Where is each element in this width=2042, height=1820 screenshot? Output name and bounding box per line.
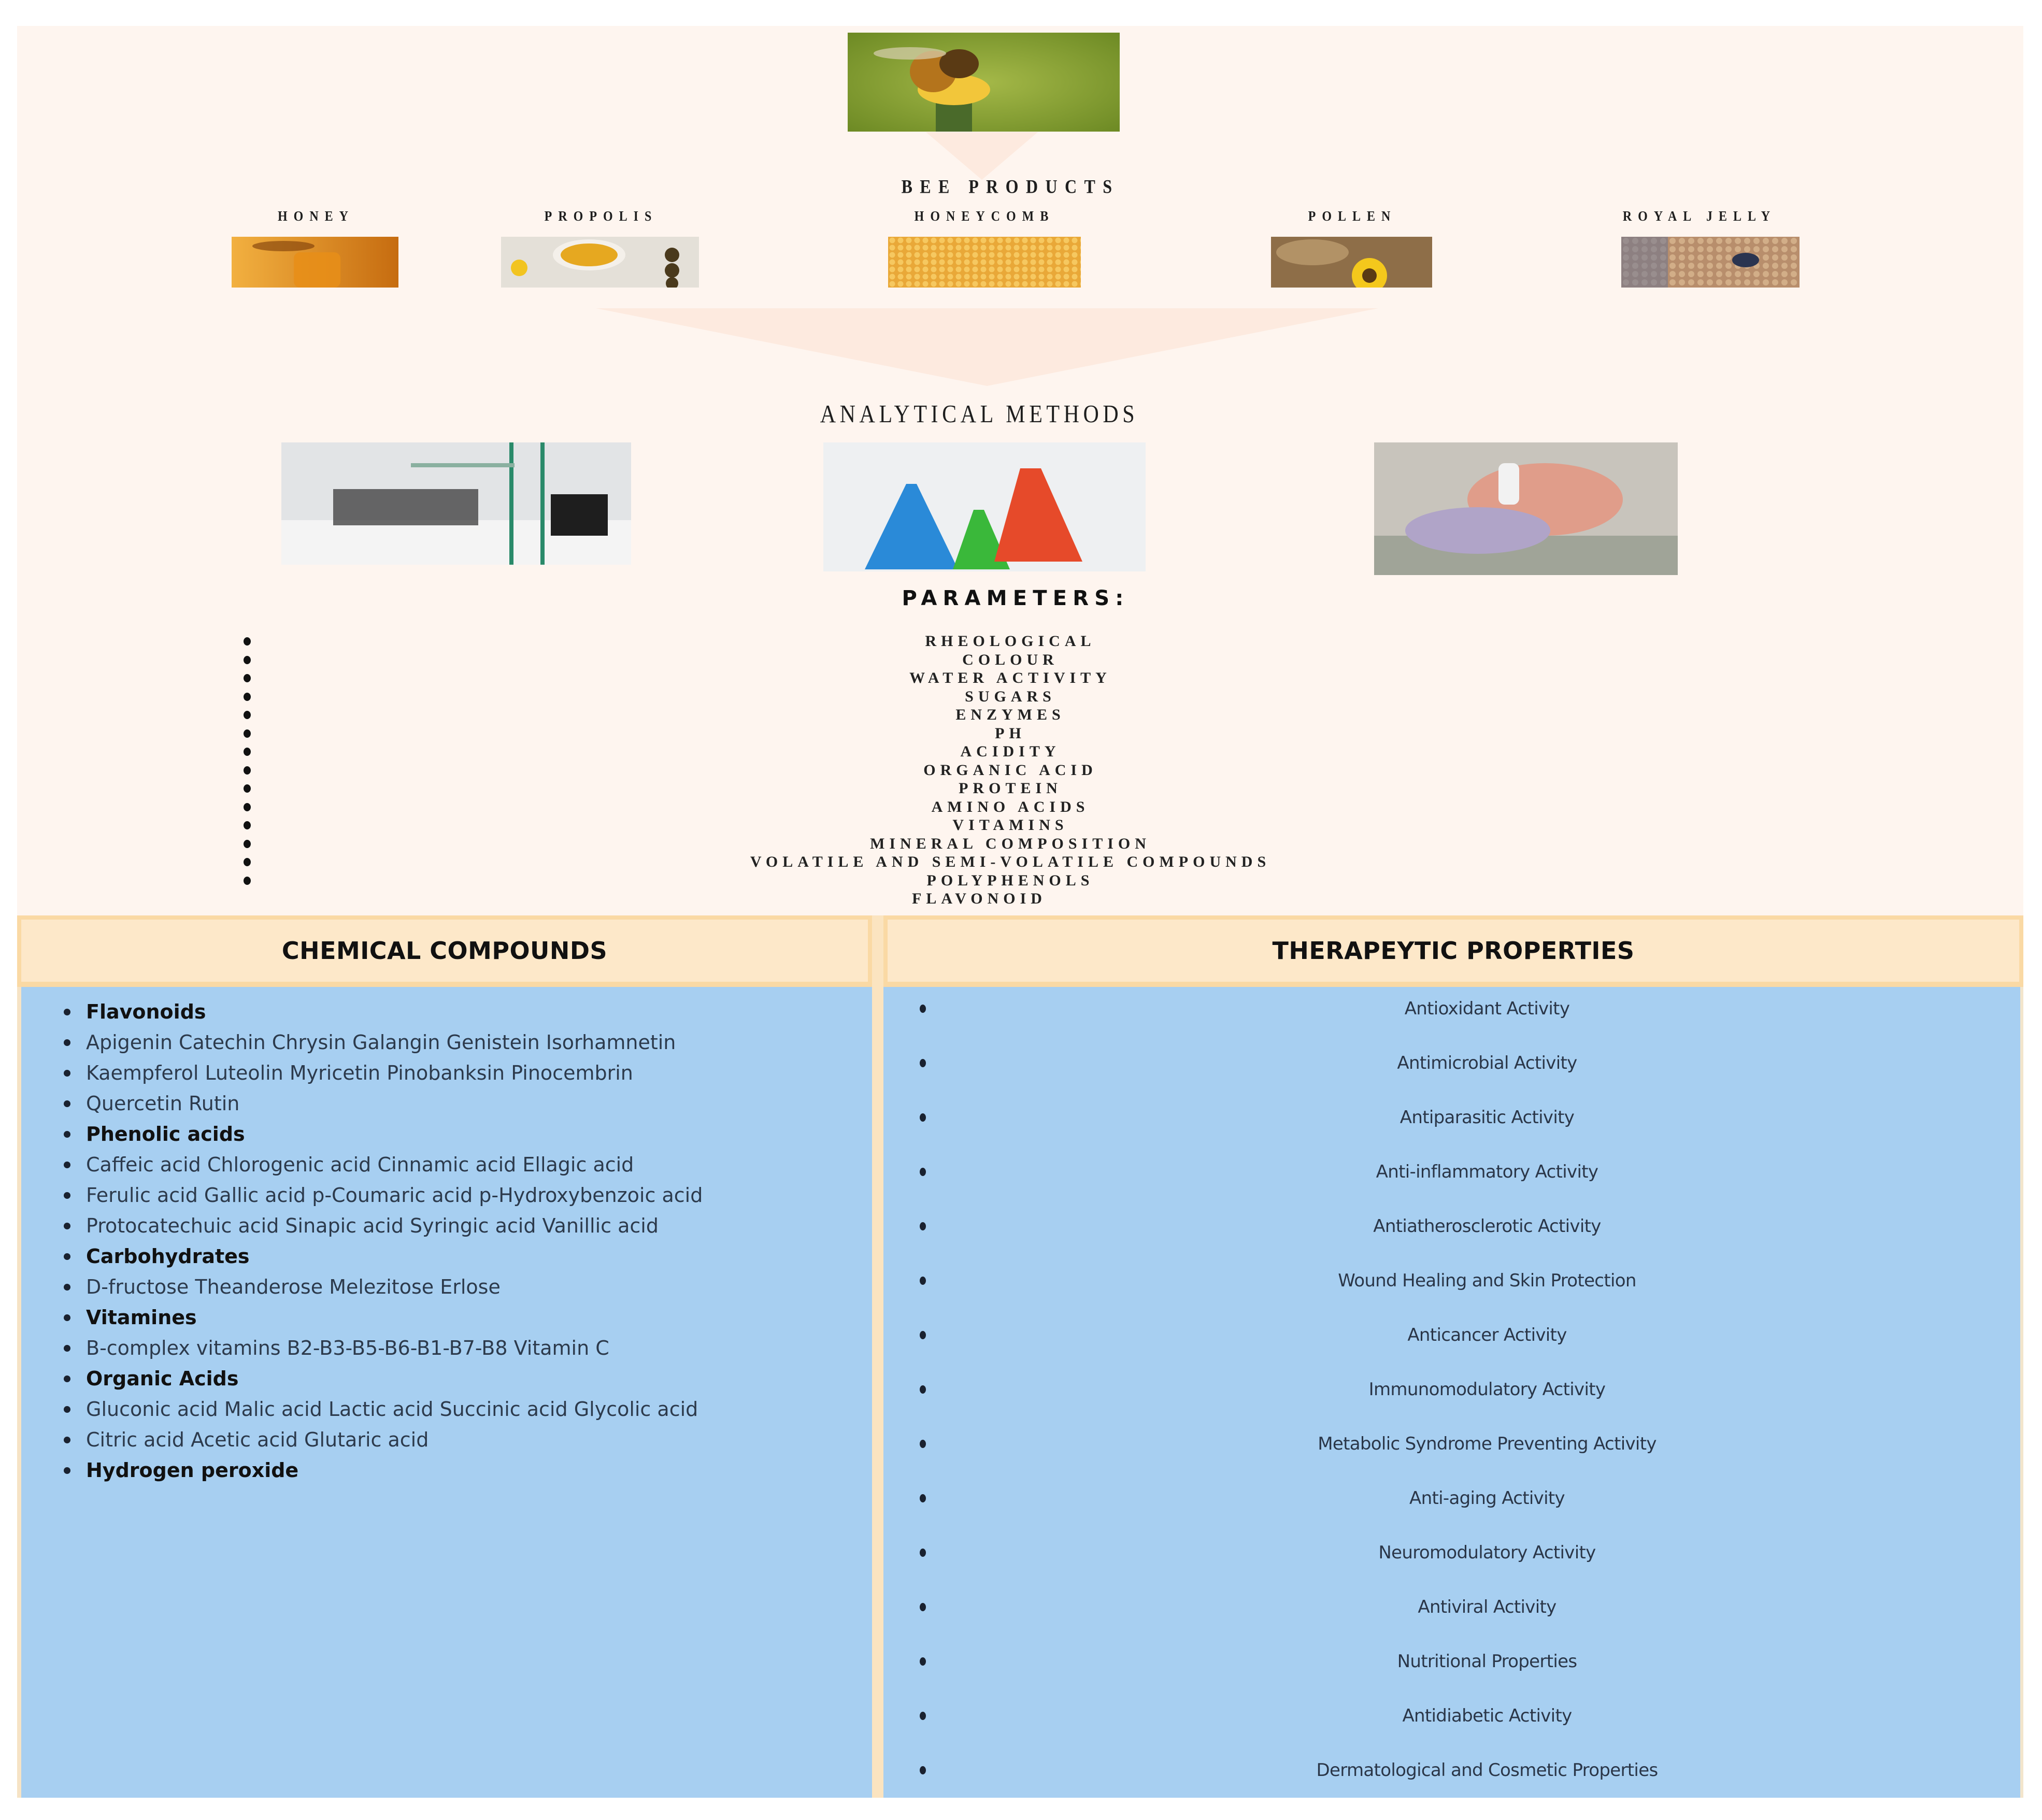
- lab-sample-handling-image: [1374, 442, 1678, 575]
- compound-item: B-complex vitamins B2-B3-B5-B6-B1-B7-B8 Vitamin C: [21, 1334, 861, 1363]
- property-item: Anticancer Activity: [883, 1321, 2023, 1350]
- bullet-icon: [64, 1345, 70, 1352]
- property-item: Immunomodulatory Activity: [883, 1375, 2023, 1404]
- parameter-item: ACIDITY: [0, 742, 2042, 761]
- compound-item: Apigenin Catechin Chrysin Galangin Genistein Isorhamnetin: [21, 1028, 861, 1057]
- arrow-down-small: [926, 132, 1038, 180]
- product-label-propolis: PROPOLIS: [544, 208, 658, 224]
- bullet-icon: [64, 1100, 70, 1107]
- column-divider: [872, 915, 883, 1798]
- property-item: Metabolic Syndrome Preventing Activity: [883, 1429, 2023, 1458]
- parameter-item: VOLATILE AND SEMI-VOLATILE COMPOUNDS: [0, 853, 2042, 871]
- therapeutic-properties-list: [883, 987, 2023, 1798]
- arrow-down-large: [596, 308, 1378, 386]
- parameter-item: WATER ACTIVITY: [0, 669, 2042, 687]
- property-item: Wound Healing and Skin Protection: [883, 1266, 2023, 1295]
- chemical-compounds-header: CHEMICAL COMPOUNDS: [17, 915, 872, 987]
- parameter-item: POLYPHENOLS: [0, 871, 2042, 890]
- property-item: Anti-aging Activity: [883, 1484, 2023, 1513]
- bullet-icon: [64, 1406, 70, 1413]
- property-item: Antiatherosclerotic Activity: [883, 1212, 2023, 1241]
- property-item: Antioxidant Activity: [883, 994, 2023, 1023]
- product-label-royal-jelly: ROYAL JELLY: [1622, 208, 1777, 224]
- property-item: Antiparasitic Activity: [883, 1103, 2023, 1132]
- bee-products-title: BEE PRODUCTS: [901, 176, 1120, 197]
- property-item: Dermatological and Cosmetic Properties: [883, 1756, 2023, 1785]
- bullet-icon: [64, 1070, 70, 1077]
- parameter-item: SUGARS: [0, 687, 2042, 706]
- compound-item: Vitamines: [21, 1303, 861, 1332]
- parameter-item: COLOUR: [0, 651, 2042, 669]
- parameter-item: PROTEIN: [0, 779, 2042, 798]
- analytical-methods-title: ANALYTICAL METHODS: [820, 400, 1139, 428]
- compound-item: D-fructose Theanderose Melezitose Erlose: [21, 1272, 861, 1301]
- bullet-icon: [64, 1375, 70, 1382]
- bullet-icon: [64, 1437, 70, 1443]
- property-item: Anti-inflammatory Activity: [883, 1157, 2023, 1186]
- bullet-icon: [64, 1131, 70, 1138]
- property-item: Antimicrobial Activity: [883, 1049, 2023, 1078]
- parameter-item: MINERAL COMPOSITION: [0, 835, 2042, 853]
- pollen-image: [1271, 237, 1432, 288]
- parameter-item: VITAMINS: [0, 816, 2042, 835]
- propolis-image: [501, 237, 699, 288]
- colored-flasks-image: [823, 442, 1146, 571]
- product-label-honey: HONEY: [277, 208, 354, 224]
- parameter-item: RHEOLOGICAL: [0, 632, 2042, 651]
- bullet-icon: [64, 1467, 70, 1474]
- bullet-icon: [64, 1039, 70, 1046]
- parameter-item: AMINO ACIDS: [0, 798, 2042, 816]
- bullet-icon: [64, 1223, 70, 1229]
- product-label-pollen: POLLEN: [1308, 208, 1397, 224]
- royal-jelly-image: [1621, 237, 1800, 288]
- bullet-icon: [64, 1192, 70, 1199]
- honey-image: [232, 237, 398, 288]
- compound-item: Flavonoids: [21, 997, 861, 1026]
- chemical-compounds-column: [17, 915, 872, 1798]
- laboratory-bench-image: [281, 442, 631, 565]
- bullet-icon: [64, 1314, 70, 1321]
- parameters-title: PARAMETERS:: [902, 586, 1130, 610]
- compound-item: Protocatechuic acid Sinapic acid Syringic acid Vanillic acid: [21, 1211, 861, 1240]
- bullet-icon: [64, 1162, 70, 1168]
- compound-item: Caffeic acid Chlorogenic acid Cinnamic acid Ellagic acid: [21, 1150, 861, 1179]
- parameter-item: ORGANIC ACID: [0, 761, 2042, 780]
- compounds-properties-table: [17, 915, 2023, 1798]
- parameter-item: FLAVONOID: [912, 890, 1047, 907]
- honeycomb-image: [888, 237, 1081, 288]
- compound-item: Citric acid Acetic acid Glutaric acid: [21, 1425, 861, 1454]
- compound-item: Quercetin Rutin: [21, 1089, 861, 1118]
- bee-on-flower-image: [848, 33, 1120, 132]
- property-item: Nutritional Properties: [883, 1647, 2023, 1676]
- chemical-compounds-list: [17, 987, 872, 1798]
- parameter-item: ENZYMES: [0, 706, 2042, 724]
- compound-item: Gluconic acid Malic acid Lactic acid Succinic acid Glycolic acid: [21, 1395, 861, 1424]
- bullet-icon: [64, 1009, 70, 1015]
- bullet-icon: [64, 1253, 70, 1260]
- compound-item: Hydrogen peroxide: [21, 1456, 861, 1485]
- parameter-item: PH: [0, 724, 2042, 743]
- property-item: Antidiabetic Activity: [883, 1701, 2023, 1730]
- compound-item: Phenolic acids: [21, 1120, 861, 1149]
- compound-item: Carbohydrates: [21, 1242, 861, 1271]
- compound-item: Kaempferol Luteolin Myricetin Pinobanksin Pinocembrin: [21, 1058, 861, 1087]
- property-item: Neuromodulatory Activity: [883, 1538, 2023, 1567]
- compound-item: Organic Acids: [21, 1364, 861, 1393]
- therapeutic-properties-column: [883, 915, 2023, 1798]
- property-item: Antiviral Activity: [883, 1593, 2023, 1622]
- bullet-icon: [64, 1284, 70, 1291]
- therapeutic-properties-header: THERAPEYTIC PROPERTIES: [883, 915, 2023, 987]
- product-label-honeycomb: HONEYCOMB: [914, 208, 1055, 224]
- compound-item: Ferulic acid Gallic acid p-Coumaric acid p-Hydroxybenzoic acid: [21, 1181, 861, 1210]
